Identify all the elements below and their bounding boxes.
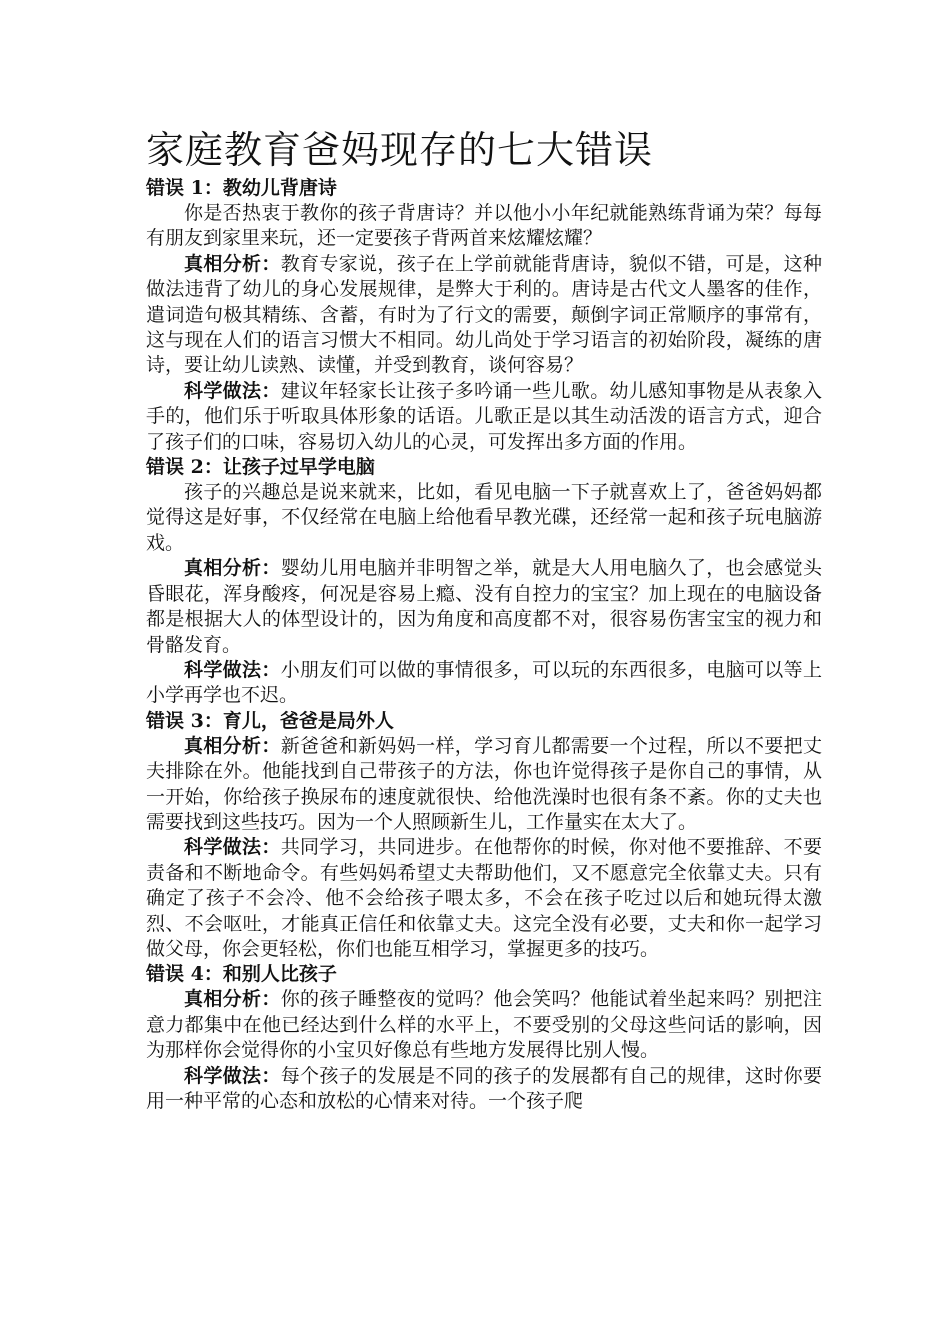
paragraph: [146, 835, 822, 962]
paragraph-text: 孩子的兴趣总是说来就来，比如，看见电脑一下子就喜欢上了，爸爸妈妈都觉得这是好事，不仅经常在电脑上给他看早教光碟，还经常一起和孩子玩电脑游戏。: [146, 481, 822, 554]
paragraph-label: 科学做法：: [184, 658, 281, 681]
paragraph-text: 婴幼儿用电脑并非明智之举，就是大人用电脑久了，也会感觉头昏眼花，浑身酸疼，何况是容易上瘾、没有自控力的宝宝？加上现在的电脑设备都是根据大人的体型设计的，因为角度和高度都不对，很容易伤害宝宝的视力和骨骼发育。: [146, 557, 822, 656]
section-heading: 错误 2：让孩子过早学电脑: [146, 456, 375, 479]
paragraph: [146, 658, 822, 709]
paragraph-label: 真相分析：: [184, 988, 281, 1011]
paragraph: [146, 734, 822, 836]
paragraph: [146, 987, 822, 1063]
paragraph-text: 共同学习，共同进步。在他帮你的时候，你对他不要推辞、不要责备和不断地命令。有些妈妈希望丈夫帮助他们，又不愿意完全依靠丈夫。只有确定了孩子不会冷、他不会给孩子喂太多，不会在孩子吃过以后和她玩得太激烈、不会呕吐，才能真正信任和依靠丈夫。这完全没有必要，丈夫和你一起学习做父母，你会更轻松，你们也能互相学习，掌握更多的技巧。: [146, 836, 822, 960]
section-heading: 错误 4：和别人比孩子: [146, 963, 337, 986]
document-body: [146, 176, 822, 1114]
paragraph-label: 科学做法：: [184, 379, 281, 402]
paragraph: [146, 252, 822, 379]
paragraph: [146, 1064, 822, 1115]
paragraph-text: 新爸爸和新妈妈一样，学习育儿都需要一个过程，所以不要把丈夫排除在外。他能找到自己带孩子的方法，你也许觉得孩子是你自己的事情，从一开始，你给孩子换尿布的速度就很快、给他洗澡时也很有条不紊。你的丈夫也需要找到这些技巧。因为一个人照顾新生儿，工作量实在太大了。: [146, 734, 822, 833]
paragraph-text: 每个孩子的发展是不同的孩子的发展都有自己的规律，这时你要用一种平常的心态和放松的心情来对待。一个孩子爬: [146, 1064, 822, 1112]
paragraph-text: 你的孩子睡整夜的觉吗？他会笑吗？他能试着坐起来吗？别把注意力都集中在他已经达到什么样的水平上，不要受别的父母这些问话的影响，因为那样你会觉得你的小宝贝好像总有些地方发展得比别人慢。: [146, 988, 822, 1062]
document-page: [146, 124, 822, 1114]
paragraph-text: 建议年轻家长让孩子多吟诵一些儿歌。幼儿感知事物是从表象入手的，他们乐于听取具体形象的话语。儿歌正是以其生动活泼的语言方式，迎合了孩子们的口味，容易切入幼儿的心灵，可发挥出多方面的作用。: [146, 379, 822, 453]
paragraph-label: 真相分析：: [184, 734, 281, 757]
section-heading: 错误 1：教幼儿背唐诗: [146, 177, 337, 199]
paragraph-label: 科学做法：: [184, 1064, 281, 1087]
paragraph-text: 小朋友们可以做的事情很多，可以玩的东西很多，电脑可以等上小学再学也不迟。: [146, 658, 822, 707]
paragraph: [146, 480, 822, 556]
paragraph-label: 科学做法：: [184, 836, 281, 859]
paragraph-label: 真相分析：: [184, 557, 281, 580]
paragraph: [146, 201, 822, 252]
paragraph-text: 你是否热衷于教你的孩子背唐诗？并以他小小年纪就能熟练背诵为荣？每每有朋友到家里来玩，还一定要孩子背两首来炫耀炫耀？: [146, 202, 822, 250]
paragraph-label: 真相分析：: [184, 252, 281, 275]
paragraph-text: 教育专家说，孩子在上学前就能背唐诗，貌似不错，可是，这种做法违背了幼儿的身心发展规律，是弊大于利的。唐诗是古代文人墨客的佳作，遣词造句极其精练、含蓄，有时为了行文的需要，颠倒字词正常顺序的事常有，这与现在人们的语言习惯大不相同。幼儿尚处于学习语言的初始阶段，凝练的唐诗，要让幼儿读熟、读懂，并受到教育，谈何容易？: [146, 252, 822, 377]
section-heading: 错误 3：育儿，爸爸是局外人: [146, 709, 394, 732]
paragraph: [146, 379, 822, 455]
paragraph: [146, 556, 822, 658]
page-title: 家庭教育爸妈现存的七大错误: [146, 128, 654, 172]
